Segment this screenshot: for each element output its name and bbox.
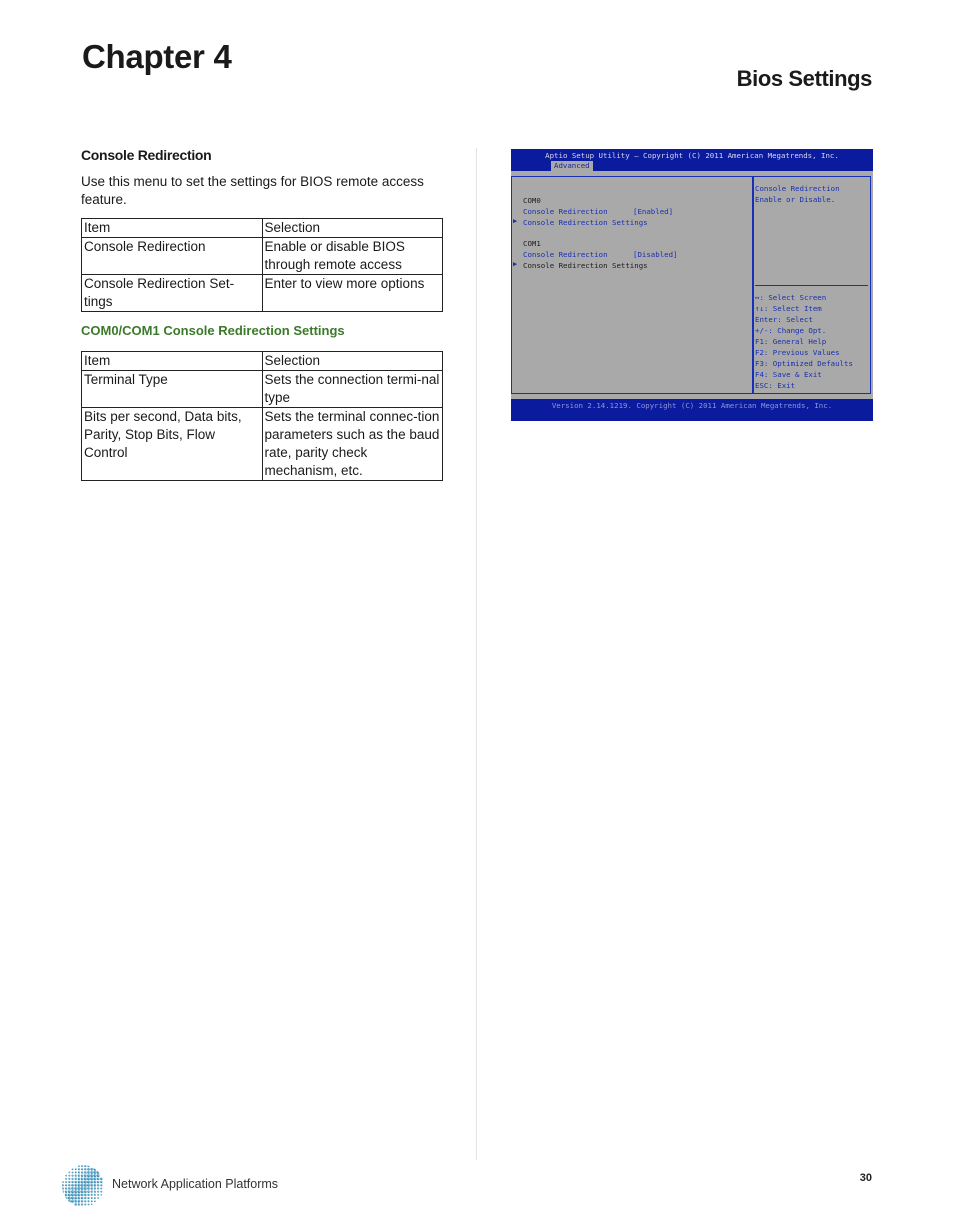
bios-com0-label: COM0	[523, 196, 541, 205]
bios-key-hint: F4: Save & Exit	[755, 370, 822, 379]
bios-key-hint: +/-: Change Opt.	[755, 326, 827, 335]
table-row	[82, 408, 443, 481]
bios-com0-redirection-label[interactable]: Console Redirection	[523, 207, 608, 216]
table-cell: Sets the connection termi-nal type	[262, 371, 443, 408]
bios-key-hint: F2: Previous Values	[755, 348, 840, 357]
table-header-cell: Item	[82, 352, 263, 371]
bios-submenu-arrow-icon: ▶	[513, 217, 518, 225]
bios-title: Aptio Setup Utility – Copyright (C) 2011 American Megatrends, Inc.	[545, 151, 839, 160]
intro-paragraph: Use this menu to set the settings for BIOS remote access feature.	[81, 174, 424, 207]
table-row	[82, 371, 443, 408]
bios-com1-settings[interactable]: Console Redirection Settings	[523, 261, 648, 270]
bios-footer-bar	[511, 399, 873, 421]
bios-com1-redirection-value[interactable]: [Disabled]	[633, 250, 678, 259]
bios-key-hint: ↑↓: Select Item	[755, 304, 822, 313]
table-header-cell: Selection	[262, 219, 443, 238]
footer-brand: Network Application Platforms	[112, 1177, 279, 1191]
bios-help-text: Enable or Disable.	[755, 195, 836, 204]
bios-com0-settings[interactable]: Console Redirection Settings	[523, 218, 648, 227]
bios-main-panel	[511, 176, 754, 394]
company-logo-icon	[60, 1163, 106, 1209]
com-settings-table	[81, 351, 443, 481]
bios-key-hint: F3: Optimized Defaults	[755, 359, 853, 368]
bios-submenu-arrow-icon: ▶	[513, 260, 518, 268]
bios-help-separator	[755, 285, 868, 286]
bios-com1-label: COM1	[523, 239, 541, 248]
table-header-cell: Item	[82, 219, 263, 238]
table-header-cell: Selection	[262, 352, 443, 371]
section-title: Bios Settings	[736, 66, 872, 91]
bios-screenshot	[511, 149, 873, 421]
table-cell: Console Redirection	[82, 238, 263, 275]
console-redirection-table	[81, 218, 443, 312]
bios-key-hint: F1: General Help	[755, 337, 827, 346]
bios-key-hint: ↔: Select Screen	[755, 293, 827, 302]
table-row	[82, 238, 443, 275]
bios-help-title: Console Redirection	[755, 184, 840, 193]
bios-tab-advanced[interactable]: Advanced	[551, 161, 593, 171]
com-settings-heading: COM0/COM1 Console Redirection Settings	[81, 323, 345, 338]
table-cell: Console Redirection Set-tings	[82, 275, 263, 312]
bios-header-bar	[511, 149, 873, 171]
table-row	[82, 275, 443, 312]
table-header-row	[82, 352, 443, 371]
bios-com0-redirection-value[interactable]: [Enabled]	[633, 207, 674, 216]
chapter-title: Chapter 4	[82, 38, 232, 75]
left-column	[81, 147, 443, 481]
bios-version: Version 2.14.1219. Copyright (C) 2011 American Megatrends, Inc.	[551, 401, 833, 410]
page-number: 30	[859, 1172, 872, 1184]
table-cell: Bits per second, Data bits, Parity, Stop Bits, Flow Control	[82, 408, 263, 481]
table-cell: Enter to view more options	[262, 275, 443, 312]
table-cell: Terminal Type	[82, 371, 263, 408]
bios-key-hint: Enter: Select	[755, 315, 813, 324]
bios-help-panel	[752, 176, 871, 394]
bios-key-hint: ESC: Exit	[755, 381, 796, 390]
table-cell: Enable or disable BIOS through remote access	[262, 238, 443, 275]
bios-com1-redirection-label[interactable]: Console Redirection	[523, 250, 608, 259]
table-cell: Sets the terminal connec-tion parameters such as the baud rate, parity check mechanism, etc.	[262, 408, 443, 481]
table-header-row	[82, 219, 443, 238]
column-divider	[476, 148, 477, 1160]
console-redirection-heading: Console Redirection	[81, 147, 212, 163]
